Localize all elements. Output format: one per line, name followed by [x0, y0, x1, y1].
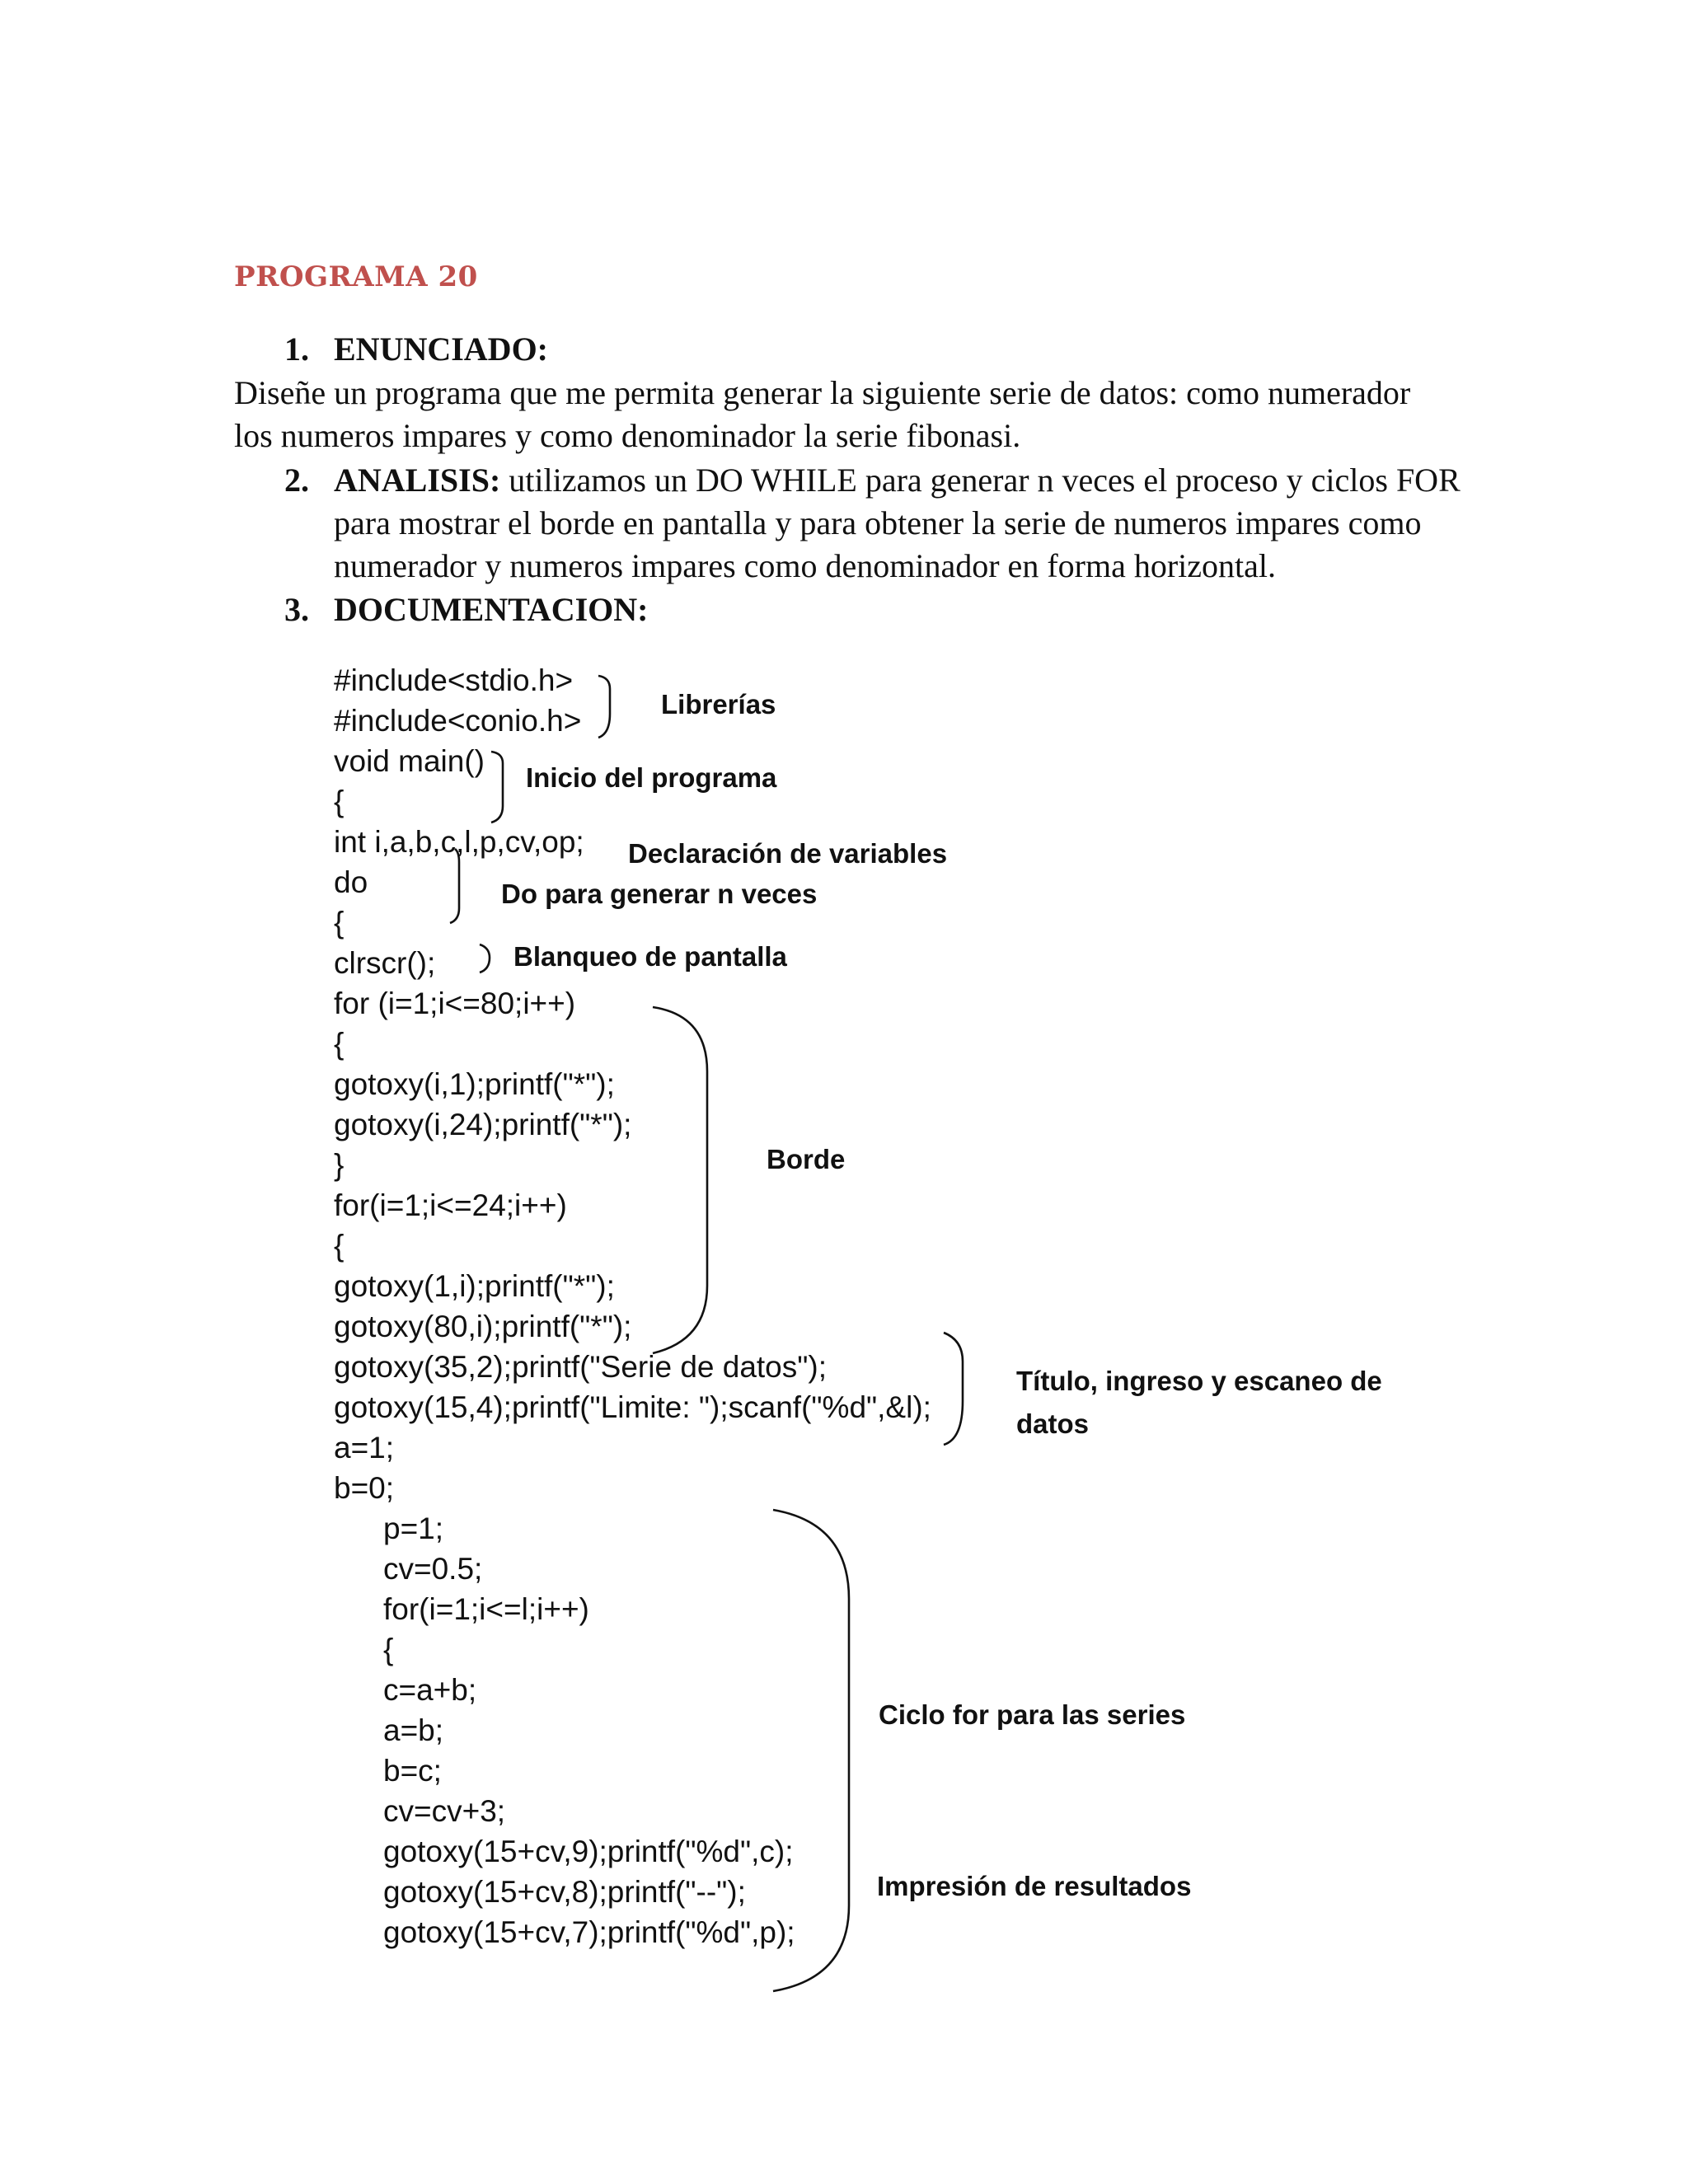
section-2-label: ANALISIS: [334, 462, 501, 499]
code-line: p=1; [383, 1511, 444, 1545]
code-line: #include<stdio.h> [334, 663, 574, 697]
brace-ciclo [773, 1510, 849, 1991]
code-line: gotoxy(i,1);printf("*"); [334, 1067, 615, 1101]
code-line: gotoxy(1,i);printf("*"); [334, 1269, 615, 1303]
brace-borde [653, 1007, 707, 1353]
code-line: clrscr(); [334, 946, 436, 980]
code-line: void main() [334, 744, 485, 778]
code-line: gotoxy(15,4);printf("Limite: ");scanf("%d",&l); [334, 1390, 931, 1424]
annotation-inicio: Inicio del programa [526, 762, 777, 793]
section-3-label: DOCUMENTACION: [334, 591, 649, 628]
code-line: b=c; [383, 1754, 442, 1788]
annotation-titulo-line-2: datos [1016, 1408, 1090, 1439]
section-2-number: 2. [284, 462, 309, 499]
code-line: a=b; [383, 1713, 444, 1747]
code-line: { [383, 1633, 394, 1666]
code-line: { [334, 906, 345, 940]
code-line: cv=cv+3; [383, 1794, 506, 1828]
section-1-number: 1. [284, 330, 309, 368]
code-line: gotoxy(80,i);printf("*"); [334, 1310, 632, 1343]
code-line: { [334, 785, 345, 818]
annotation-titulo-line-1: Título, ingreso y escaneo de [1016, 1366, 1382, 1396]
annotation-librerias: Librerías [661, 689, 776, 719]
brace-inicio [491, 752, 503, 823]
section-1-text: Diseñe un programa que me permita generar la siguiente serie de datos: como numerador los numeros impares y como denominador la serie fibonasi. [234, 374, 1411, 454]
code-line: gotoxy(15+cv,8);printf("--"); [383, 1875, 746, 1909]
section-3-number: 3. [284, 591, 309, 628]
annotation-do: Do para generar n veces [501, 879, 818, 909]
code-line: for(i=1;i<=l;i++) [383, 1592, 589, 1626]
code-line: gotoxy(15+cv,9);printf("%d",c); [383, 1835, 794, 1868]
code-line: cv=0.5; [383, 1552, 483, 1586]
section-1-label: ENUNCIADO: [334, 330, 548, 368]
program-title: PROGRAMA 20 [234, 260, 478, 293]
code-line: gotoxy(i,24);printf("*"); [334, 1108, 632, 1141]
brace-titulo [944, 1333, 963, 1445]
brace-blanqueo [480, 944, 490, 972]
code-line: { [334, 1229, 345, 1263]
code-line: gotoxy(35,2);printf("Serie de datos"); [334, 1350, 827, 1384]
code-line: { [334, 1027, 345, 1061]
code-line: for(i=1;i<=24;i++) [334, 1188, 567, 1222]
annotation-borde: Borde [767, 1144, 846, 1174]
code-line: c=a+b; [383, 1673, 477, 1707]
code-line: int i,a,b,c,l,p,cv,op; [334, 825, 584, 859]
code-line: a=1; [334, 1431, 395, 1465]
code-line: for (i=1;i<=80;i++) [334, 987, 576, 1020]
code-line: } [334, 1148, 345, 1182]
code-line: gotoxy(15+cv,7);printf("%d",p); [383, 1915, 795, 1949]
code-line: do [334, 865, 368, 899]
code-line: b=0; [334, 1471, 395, 1505]
brace-declaracion-do [450, 849, 459, 923]
annotation-blanqueo: Blanqueo de pantalla [513, 941, 787, 972]
annotation-impresion: Impresión de resultados [877, 1871, 1192, 1901]
annotation-declaracion: Declaración de variables [628, 838, 948, 869]
code-line: #include<conio.h> [334, 704, 582, 738]
brace-librerias [598, 676, 610, 738]
annotation-ciclo: Ciclo for para las series [879, 1699, 1186, 1730]
section-2-text: utilizamos un DO WHILE para generar n veces el proceso y ciclos FOR para mostrar el borde en pantalla y para obtener la serie de numeros impares como numerador y numeros impares como denominador en forma horizontal. [334, 462, 1461, 584]
